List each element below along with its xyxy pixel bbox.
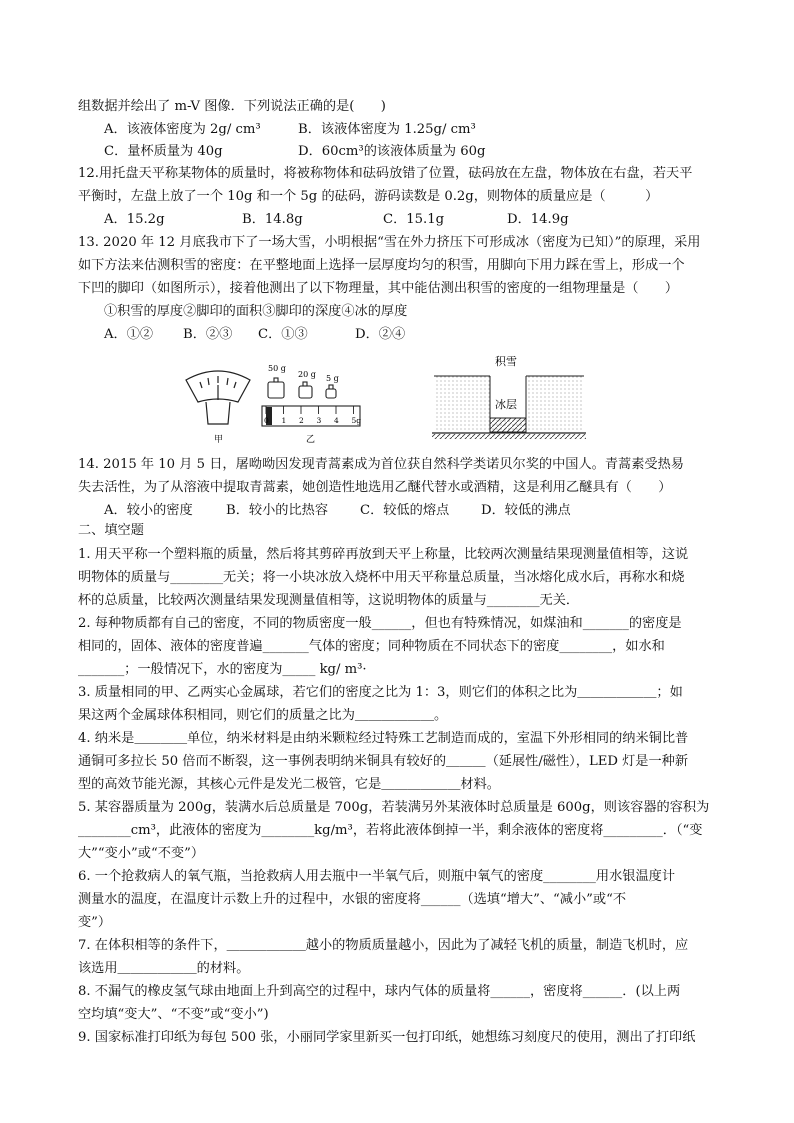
q13-option-d: D．②④ [355, 327, 406, 342]
ruler-tick-label: 5g [351, 416, 362, 425]
q12-option-c: C．15.1g [383, 212, 445, 227]
q14-line-2: 失去活性，为了从溶液中提取青蒿素，她创造性地选用乙醚代替水或酒精，这是利用乙醚具有（ ） [78, 480, 672, 495]
ice-layer [490, 418, 526, 432]
balance-figure [178, 352, 378, 452]
f1-line-2: 明物体的质量与________无关；将一小块冰放入烧杯中用天平称量总质量，当冰熔化成水后，再称水和烧 [78, 570, 685, 585]
label-jia: 甲 [214, 435, 224, 445]
snow-figure [432, 352, 587, 442]
section-heading-fill-in: 二、填空题 [78, 523, 144, 538]
f6-line-3: 变”） [78, 915, 112, 930]
f6-line-1: 6. 一个抢救病人的氧气瓶，当抢救病人用去瓶中一半氧气后，则瓶中氧气的密度________用水银温度计 [78, 869, 676, 884]
weight-50-label: 50 g [268, 364, 286, 373]
weight-20-label: 20 g [298, 370, 316, 379]
f8-line-2: 空均填“变大”、“不变”或“变小”) [78, 1007, 269, 1022]
f8-line-1: 8. 不漏气的橡皮氢气球由地面上升到高空的过程中，球内气体的质量将______，密度将______．(以上两 [78, 984, 681, 999]
f2-line-1: 2. 每种物质都有自己的密度，不同的物质密度一般______，但也有特殊情况，如煤油和_______的密度是 [78, 616, 682, 631]
q13-option-b: B．②③ [183, 327, 233, 342]
q11-stem-end: 组数据并绘出了 m-V 图像．下列说法正确的是( ) [78, 99, 386, 114]
f3-line-2: 果这两个金属球体积相同，则它们的质量之比为＿＿＿＿＿＿。 [78, 708, 448, 723]
f5-line-3: 大”“变小”或“不变”） [78, 846, 205, 861]
q12-line-1: 12.用托盘天平称某物体的质量时，将被称物体和砝码放错了位置，砝码放在左盘，物体放在右盘，若天平 [78, 166, 693, 181]
ruler-tick-label: 3 [316, 416, 322, 425]
q13-line-2: 如下方法来估测积雪的密度：在平整地面上选择一层厚度均匀的积雪，用脚向下用力踩在雪上，形成一个 [78, 258, 685, 273]
ground-hatch [432, 434, 586, 439]
q13-line-3: 下凹的脚印（如图所示），接着他测出了以下物理量，其中能估测出积雪的密度的一组物理量是（ ） [78, 281, 679, 296]
q11-option-c: C．量杯质量为 40g [104, 144, 223, 159]
q14-option-b: B．较小的比热容 [226, 503, 329, 518]
label-ice: 冰层 [495, 398, 517, 411]
q13-option-a: A．①② [104, 327, 154, 342]
q13-line-4: ①积雪的厚度②脚印的面积③脚印的深度④冰的厚度 [104, 304, 408, 319]
ruler-tick-label: 4 [334, 416, 339, 425]
q14-option-c: C．较低的熔点 [360, 503, 450, 518]
f2-line-2: 相同的，固体、液体的密度普遍_______气体的密度；同种物质在不同状态下的密度________，如水和 [78, 639, 665, 654]
f1-line-1: 1. 用天平称一个塑料瓶的质量，然后将其剪碎再放到天平上称量，比较两次测量结果现测量值相等，这说 [78, 547, 689, 562]
f1-line-3: 杯的总质量，比较两次测量结果发现测量值相等，这说明物体的质量与________无关． [78, 593, 580, 608]
q11-option-a: A．该液体密度为 2g/ cm³ [104, 122, 261, 137]
f4-line-1: 4. 纳米是＿＿＿＿单位，纳米材料是由纳米颗粒经过特殊工艺制造而成的，室温下外形相同的纳米铜比普 [78, 731, 689, 746]
q14-option-d: D．较低的沸点 [481, 503, 571, 518]
ruler-tick-label: 1 [281, 416, 287, 425]
f6-line-2: 测量水的温度，在温度计示数上升的过程中，水银的密度将______（选填“增大”、“减小”或“不 [78, 892, 627, 907]
q14-line-1: 14. 2015 年 10 月 5 日，屠呦呦因发现青蒿素成为首位获自然科学类诺贝尔奖的中国人。青蒿素受热易 [78, 457, 684, 472]
q13-line-1: 13. 2020 年 12 月底我市下了一场大雪，小明根据“雪在外力挤压下可形成冰（密度为已知）”的原理，采用 [78, 235, 701, 250]
f4-line-2: 通铜可多拉长 50 倍而不断裂，这一事例表明纳米铜具有较好的＿＿＿（延展性/磁性），LED 灯是一种新 [78, 754, 689, 769]
q12-line-2: 平衡时，左盘上放了一个 10g 和一个 5g 的砝码，游码读数是 0.2g，则物体的质量应是（ ） [78, 189, 659, 204]
label-yi: 乙 [306, 435, 316, 445]
slider-ruler [262, 406, 360, 426]
q12-option-b: B．14.8g [242, 212, 303, 227]
f5-line-1: 5. 某容器质量为 200g，装满水后总质量是 700g，若装满另外某液体时总质量是 600g，则该容器的容积为 [78, 800, 710, 815]
f3-line-1: 3. 质量相同的甲、乙两实心金属球，若它们的密度之比为 1：3，则它们的体积之比为＿＿＿＿＿＿；如 [78, 685, 683, 700]
f2-line-3: _______；一般情况下，水的密度为_____ kg/ m³· [78, 662, 367, 677]
label-snow: 积雪 [495, 355, 517, 368]
ruler-tick-label: 2 [299, 416, 304, 425]
q12-option-d: D．14.9g [507, 212, 569, 227]
weight-5-label: 5 g [326, 374, 339, 383]
ruler-tick-label: 0 [264, 416, 269, 425]
f7-line-1: 7. 在体积相等的条件下，＿＿＿＿＿＿越小的物质质量越小，因此为了减轻飞机的质量，制造飞机时，应 [78, 938, 689, 953]
f7-line-2: 该选用＿＿＿＿＿＿的材料。 [78, 961, 250, 976]
f9-line-1: 9. 国家标准打印纸为每包 500 张，小丽同学家里新买一包打印纸，她想练习刻度尺的使用，测出了打印纸 [78, 1030, 696, 1045]
f4-line-3: 型的高效节能光源，其核心元件是发光二极管，它是＿＿＿＿＿＿材料。 [78, 777, 500, 792]
balance-dial [186, 371, 250, 424]
q14-option-a: A．较小的密度 [104, 503, 193, 518]
q11-option-b: B．该液体密度为 1.25g/ cm³ [298, 122, 476, 137]
q13-option-c: C．①③ [258, 327, 308, 342]
q11-option-d: D．60cm³的该液体质量为 60g [298, 144, 486, 159]
f5-line-2: ________cm³，此液体的密度为________kg/m³，若将此液体倒掉一半，剩余液体的密度将_________．（“变 [78, 823, 703, 838]
q12-option-a: A．15.2g [104, 212, 165, 227]
